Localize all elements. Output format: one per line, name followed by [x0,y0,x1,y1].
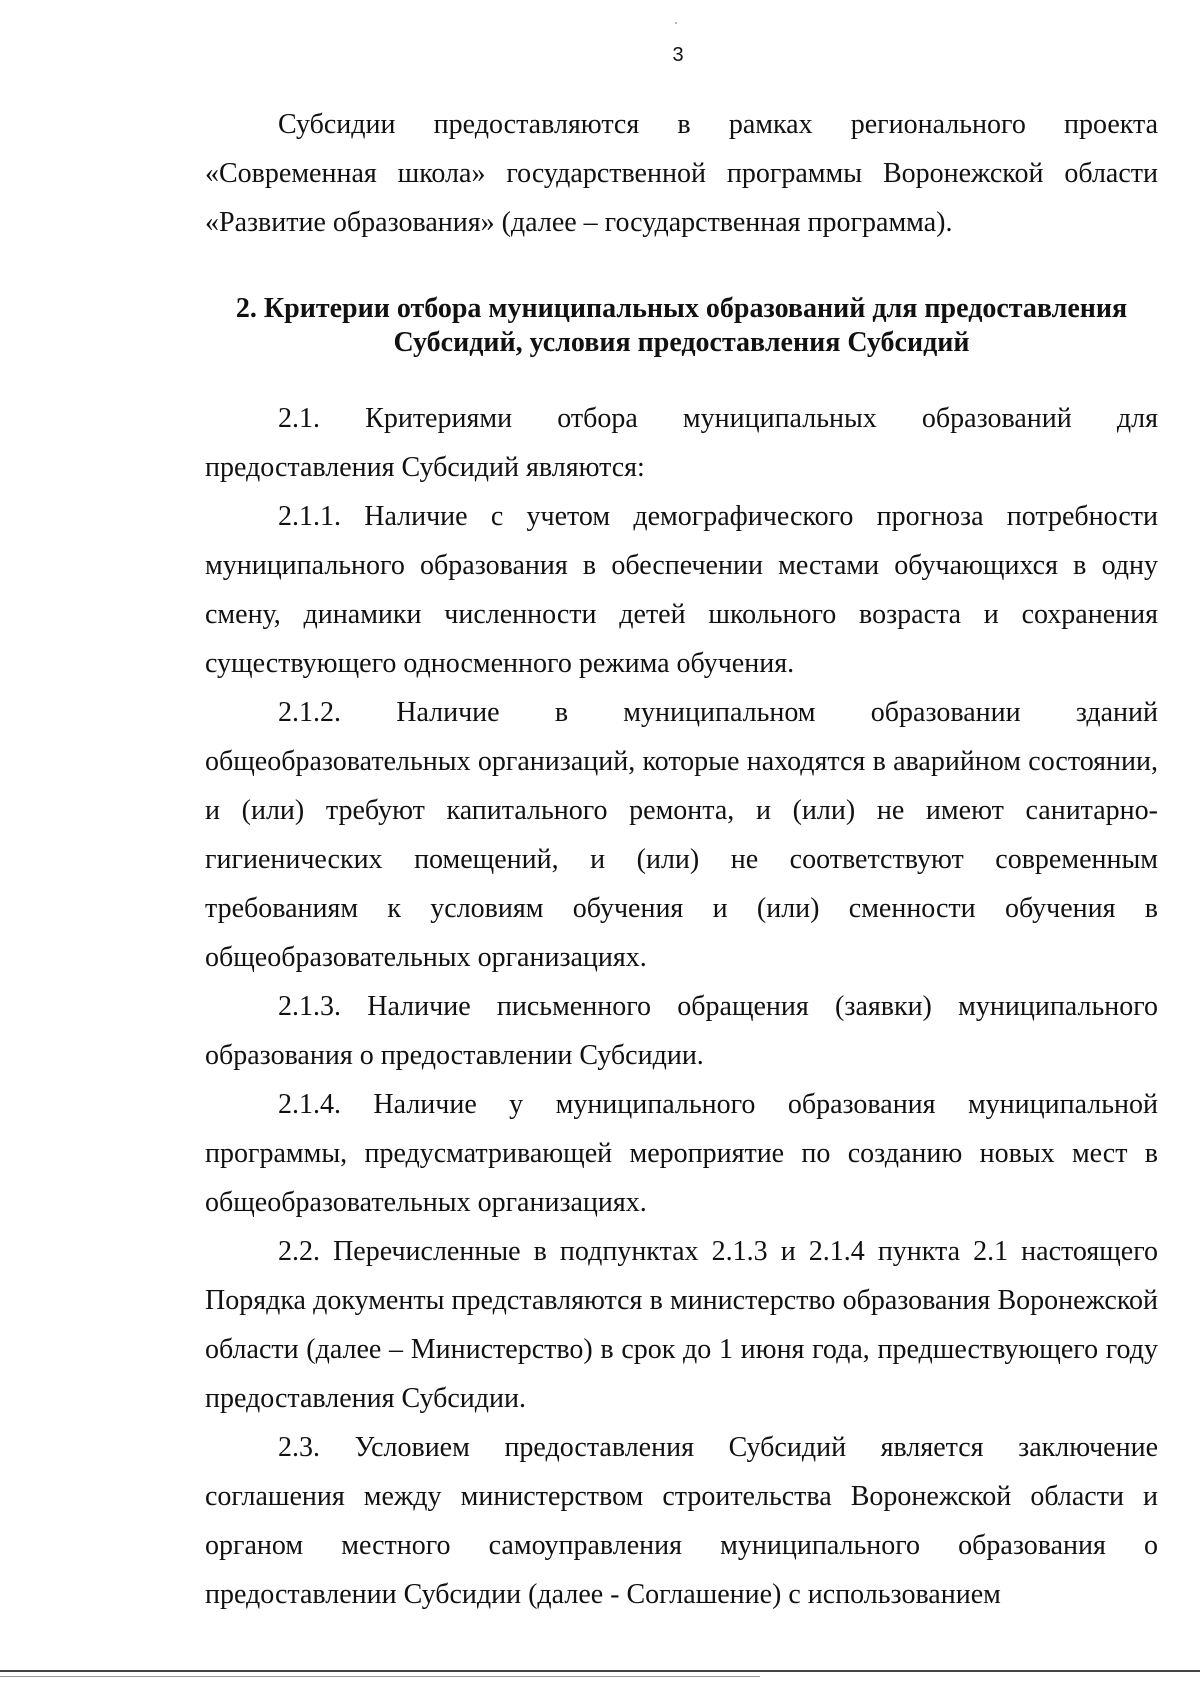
intro-paragraph: Субсидии предоставляются в рамках регионального проекта «Современная школа» государственной программы Воронежской области «Развитие образования» (далее – государственная программа). [205,109,1158,238]
paragraph-2-1-1: 2.1.1. Наличие с учетом демографического прогноза потребности муниципального образования в обеспечении местами обучающихся в одну смену, динамики численности детей школьного возраста и сохранения существующего односменного режима обучения. [205,501,1158,679]
paragraph-2-1: 2.1. Критериями отбора муниципальных образований для предоставления Субсидий являются: [205,403,1158,483]
paragraph-2-3: 2.3. Условием предоставления Субсидий является заключение соглашения между министерством строительства Воронежской области и органом местного самоуправления муниципального образования о предоставлении Субсидии (далее - Соглашение) с использованием [205,1432,1158,1610]
scan-edge-line [0,1670,1200,1672]
scan-edge-line-thin [0,1676,760,1677]
section-heading-line-2: Субсидий, условия предоставления Субсидий [393,327,970,358]
paragraph-2-1-4: 2.1.4. Наличие у муниципального образования муниципальной программы, предусматривающей мероприятие по созданию новых мест в общеобразовательных организациях. [205,1089,1158,1218]
paragraph-2-1-3: 2.1.3. Наличие письменного обращения (заявки) муниципального образования о предоставлении Субсидии. [205,991,1158,1071]
paragraph-2-2: 2.2. Перечисленные в подпунктах 2.1.3 и 2.1.4 пункта 2.1 настоящего Порядка документы представляются в министерство образования Воронежской области (далее – Министерство) в срок до 1 июня года, предшествующего году предоставления Субсидии. [205,1236,1158,1414]
paragraph-2-1-2: 2.1.2. Наличие в муниципальном образовании зданий общеобразовательных организаций, которые находятся в аварийном состоянии, и (или) требуют капитального ремонта, и (или) не имеют санитарно-гигиенических помещений, и (или) не соответствуют современным требованиям к условиям обучения и (или) сменности обучения в общеобразовательных организациях. [205,697,1158,973]
document-body [205,100,1158,1619]
section-heading [205,292,1158,360]
section-heading-line-1: 2. Критерии отбора муниципальных образований для предоставления [235,293,1128,324]
scan-artifact-dot [675,22,677,24]
page-number: 3 [672,44,684,66]
